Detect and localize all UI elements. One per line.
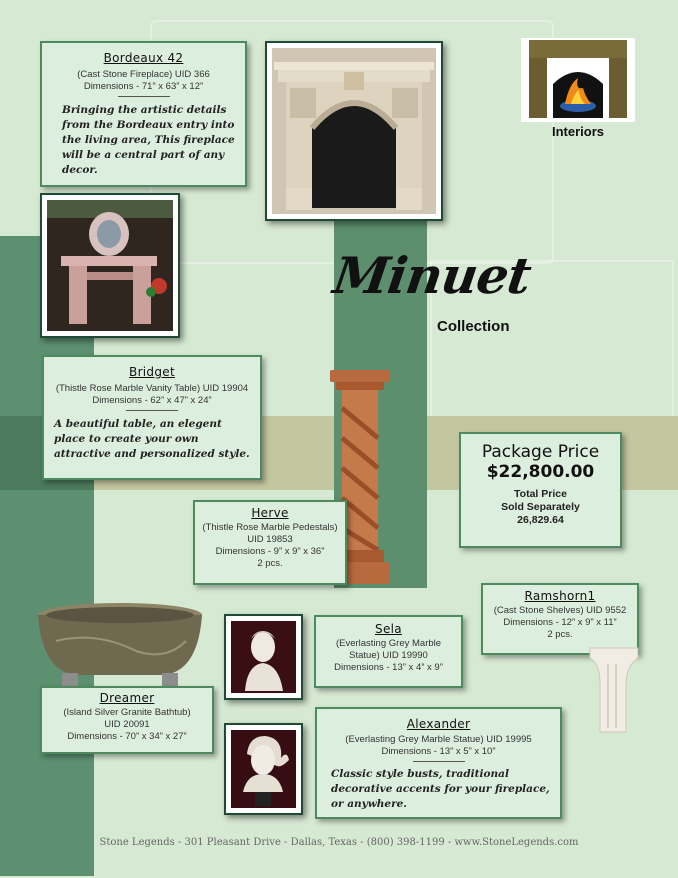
ramshorn-quantity: 2 pcs. bbox=[547, 629, 573, 640]
divider bbox=[118, 96, 170, 97]
bordeaux-info-box bbox=[40, 41, 247, 187]
alexander-title: Alexander bbox=[406, 717, 471, 731]
dreamer-material: (Island Silver Granite Bathtub) bbox=[63, 707, 191, 718]
bridget-dimensions: Dimensions - 62” x 47” x 24” bbox=[92, 395, 212, 406]
alexander-info-box bbox=[315, 707, 562, 819]
alexander-material: (Everlasting Grey Marble Statue) UID 19995 bbox=[345, 734, 532, 745]
herve-uid: UID 19853 bbox=[247, 534, 293, 545]
ramshorn-title: Ramshorn1 bbox=[524, 589, 596, 603]
dreamer-dimensions: Dimensions - 70” x 34” x 27” bbox=[67, 731, 187, 742]
total-price-label: Total Price bbox=[514, 488, 567, 500]
collection-subtitle: Collection bbox=[437, 318, 510, 335]
dreamer-uid: UID 20091 bbox=[104, 719, 150, 730]
alexander-dimensions: Dimensions - 13” x 5” x 10” bbox=[381, 746, 496, 757]
sela-info-box bbox=[314, 615, 463, 688]
bordeaux-description: Bringing the artistic details from the Bordeaux entry into the living area, This fireplace will be a central part of any decor. bbox=[62, 104, 235, 176]
sela-title: Sela bbox=[375, 622, 402, 636]
bridget-description: A beautiful table, an elegent place to create your own attractive and personalized style. bbox=[54, 418, 250, 460]
divider bbox=[126, 410, 178, 411]
sela-dimensions: Dimensions - 13” x 4” x 9” bbox=[334, 662, 443, 673]
collection-name: Minuet bbox=[329, 246, 535, 305]
bridget-title: Bridget bbox=[129, 365, 175, 379]
herve-title: Herve bbox=[251, 506, 289, 520]
herve-dimensions: Dimensions - 9” x 9” x 36” bbox=[215, 546, 325, 557]
bordeaux-material: (Cast Stone Fireplace) UID 366 bbox=[77, 69, 210, 80]
herve-material: (Thistle Rose Marble Pedestals) bbox=[202, 522, 338, 533]
bordeaux-fireplace-photo bbox=[265, 41, 443, 221]
sela-uid: Statue) UID 19990 bbox=[349, 650, 428, 661]
bordeaux-title: Bordeaux 42 bbox=[103, 51, 184, 65]
ramshorn-material: (Cast Stone Shelves) UID 9552 bbox=[493, 605, 627, 616]
divider bbox=[413, 761, 465, 762]
ramshorn-shelf-image bbox=[586, 644, 642, 736]
sela-bust-photo bbox=[224, 614, 303, 700]
bridget-material: (Thistle Rose Marble Vanity Table) UID 19904 bbox=[55, 383, 249, 394]
dreamer-info-box bbox=[40, 686, 214, 754]
herve-info-box bbox=[193, 500, 347, 585]
alexander-bust-photo bbox=[224, 723, 303, 815]
sold-separately-label: Sold Separately bbox=[501, 501, 580, 513]
package-price-box bbox=[459, 432, 622, 548]
alexander-description: Classic style busts, traditional decorative accents for your fireplace, or anywhere. bbox=[331, 768, 550, 810]
bridget-vanity-photo bbox=[40, 193, 180, 338]
dreamer-title: Dreamer bbox=[99, 691, 155, 705]
fireplace-logo-icon bbox=[521, 38, 635, 122]
ramshorn-dimensions: Dimensions - 12” x 9” x 11” bbox=[503, 617, 617, 628]
sela-material: (Everlasting Grey Marble bbox=[335, 638, 442, 649]
package-price-amount: $22,800.00 bbox=[486, 462, 595, 482]
bordeaux-dimensions: Dimensions - 71” x 63” x 12” bbox=[83, 81, 204, 92]
footer-contact: Stone Legends - 301 Pleasant Drive - Dallas, Texas - (800) 398-1199 - www.StoneLegends.com bbox=[99, 837, 579, 848]
package-price-title: Package Price bbox=[481, 442, 600, 462]
dreamer-bathtub-image bbox=[36, 601, 204, 691]
bridget-info-box bbox=[42, 355, 262, 480]
separate-total-value: 26,829.64 bbox=[517, 514, 564, 526]
interiors-label: Interiors bbox=[551, 124, 604, 139]
herve-quantity: 2 pcs. bbox=[257, 558, 283, 569]
